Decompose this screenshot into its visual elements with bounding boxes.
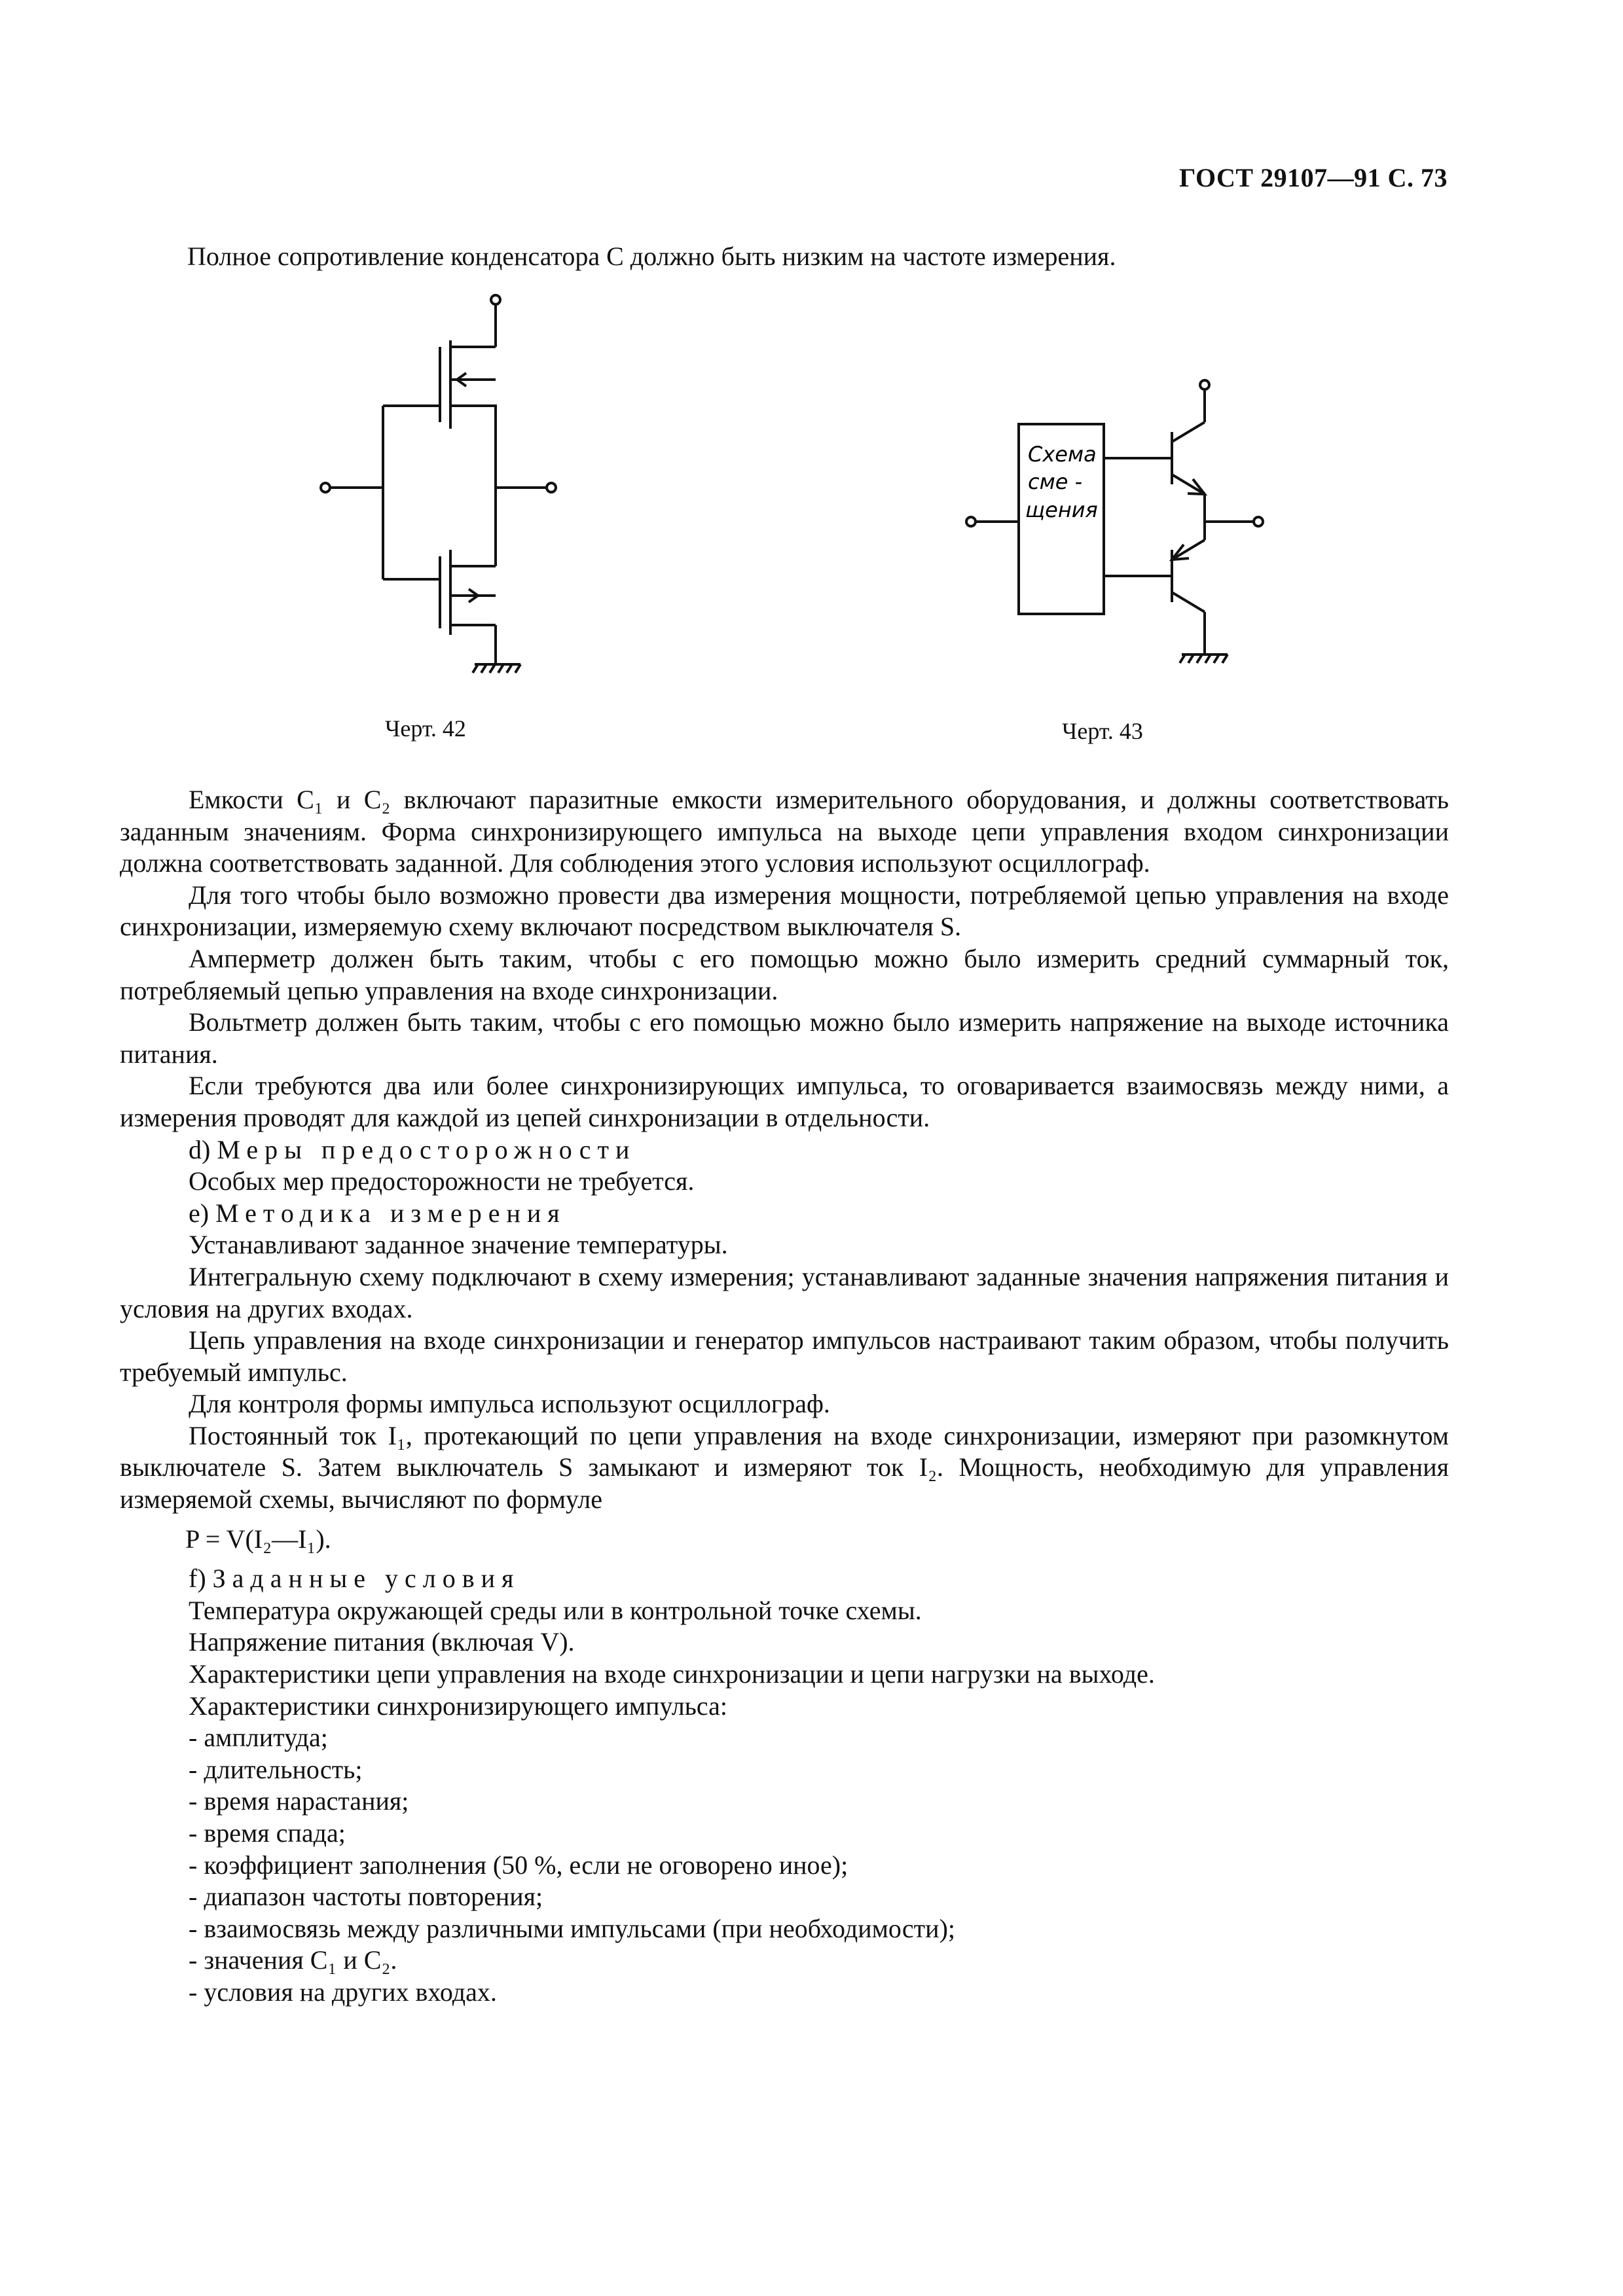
figure-43-svg: [962, 367, 1277, 694]
list-item: - время нарастания;: [189, 1786, 409, 1816]
paragraph: Устанавливают заданное значение температуры.: [189, 1230, 728, 1260]
list-item: - значения C₁ и C₂.: [189, 1945, 397, 1975]
paragraph: Если требуются два или более синхронизирующих импульса, то оговаривается взаимосвязь между ними, а измерения проводят для каждой из цепей синхронизации в отдельности.: [120, 1071, 1449, 1132]
list-item: - условия на других входах.: [189, 1977, 497, 2007]
paragraph: Для контроля формы импульса используют осциллограф.: [189, 1389, 830, 1419]
section-f-heading: [120, 1563, 1449, 1595]
figure-43-diagram: [962, 367, 1277, 694]
list-item: - взаимосвязь между различными импульсами (при необходимости);: [189, 1913, 955, 1943]
paragraph: Вольтметр должен быть таким, чтобы с его помощью можно было измерить напряжение на выходе источника питания.: [120, 1007, 1449, 1069]
paragraph: Емкости C₁ и C₂ включают паразитные емкости измерительного оборудования, и должны соответствовать заданным значениям. Форма синхронизирующего импульса на выходе цепи управления входом синхронизации должна соответствовать заданной. Для соблюдения этого условия используют осциллограф.: [120, 785, 1449, 878]
figure-42-diagram: [288, 288, 589, 694]
section-d-heading: [120, 1134, 1449, 1166]
bias-block-line-1: Схема: [1028, 442, 1097, 467]
list-item: - коэффициент заполнения (50 %, если не оговорено иное);: [189, 1850, 848, 1880]
page-header: ГОСТ 29107—91 С. 73: [1178, 163, 1448, 192]
list-item: - длительность;: [189, 1754, 363, 1784]
section-d-title: Меры предосторожности: [217, 1134, 636, 1164]
paragraph: Цепь управления на входе синхронизации и генератор импульсов настраивают таким образом, чтобы получить требуемый импульс.: [120, 1325, 1449, 1387]
section-e-heading: [120, 1198, 1449, 1230]
figure-42-caption: Черт. 42: [385, 715, 466, 742]
paragraph: Постоянный ток I₁, протекающий по цепи управления на входе синхронизации, измеряют при разомкнутом выключателе S. Затем выключатель S замыкают и измеряют ток I₂. Мощность, необходимую для управления измеряемой схемы, вычисляют по формуле: [120, 1420, 1449, 1515]
paragraph: Для того чтобы было возможно провести два измерения мощности, потребляемой цепью управления на входе синхронизации, измеряемую схему включают посредством выключателя S.: [120, 880, 1449, 942]
figure-42-svg: [288, 288, 589, 694]
section-e-prefix: e): [189, 1198, 210, 1228]
power-formula: P = V(I₂—I₁).: [185, 1524, 331, 1554]
paragraph: Характеристики цепи управления на входе синхронизации и цепи нагрузки на выходе.: [189, 1659, 1155, 1689]
list-item: - амплитуда;: [189, 1723, 328, 1753]
body-text: [120, 784, 1449, 2009]
section-f-title: Заданные условия: [212, 1564, 520, 1594]
list-item: - время спада;: [189, 1818, 346, 1848]
paragraph: Температура окружающей среды или в контрольной точке схемы.: [189, 1595, 922, 1625]
paragraph: Характеристики синхронизирующего импульса:: [189, 1691, 728, 1721]
paragraph: Особых мер предосторожности не требуется.: [189, 1166, 695, 1196]
section-d-prefix: d): [189, 1134, 211, 1164]
section-e-title: Методика измерения: [215, 1198, 566, 1228]
bias-block-line-2: сме -: [1028, 469, 1083, 494]
list-item: - диапазон частоты повторения;: [189, 1882, 543, 1912]
paragraph: Напряжение питания (включая V).: [189, 1627, 575, 1657]
intro-text: Полное сопротивление конденсатора C должно быть низким на частоте измерения.: [187, 242, 1116, 271]
pulse-characteristics-list: [120, 1722, 1449, 2008]
paragraph: Интегральную схему подключают в схему измерения; устанавливают заданные значения напряжения питания и условия на других входах.: [120, 1261, 1449, 1323]
bias-block-line-3: щения: [1025, 497, 1098, 522]
section-f-prefix: f): [189, 1564, 206, 1594]
figure-43-caption: Черт. 43: [1062, 718, 1143, 744]
paragraph: Амперметр должен быть таким, чтобы с его помощью можно было измерить средний суммарный ток, потребляемый цепью управления на входе синхронизации.: [120, 943, 1449, 1005]
